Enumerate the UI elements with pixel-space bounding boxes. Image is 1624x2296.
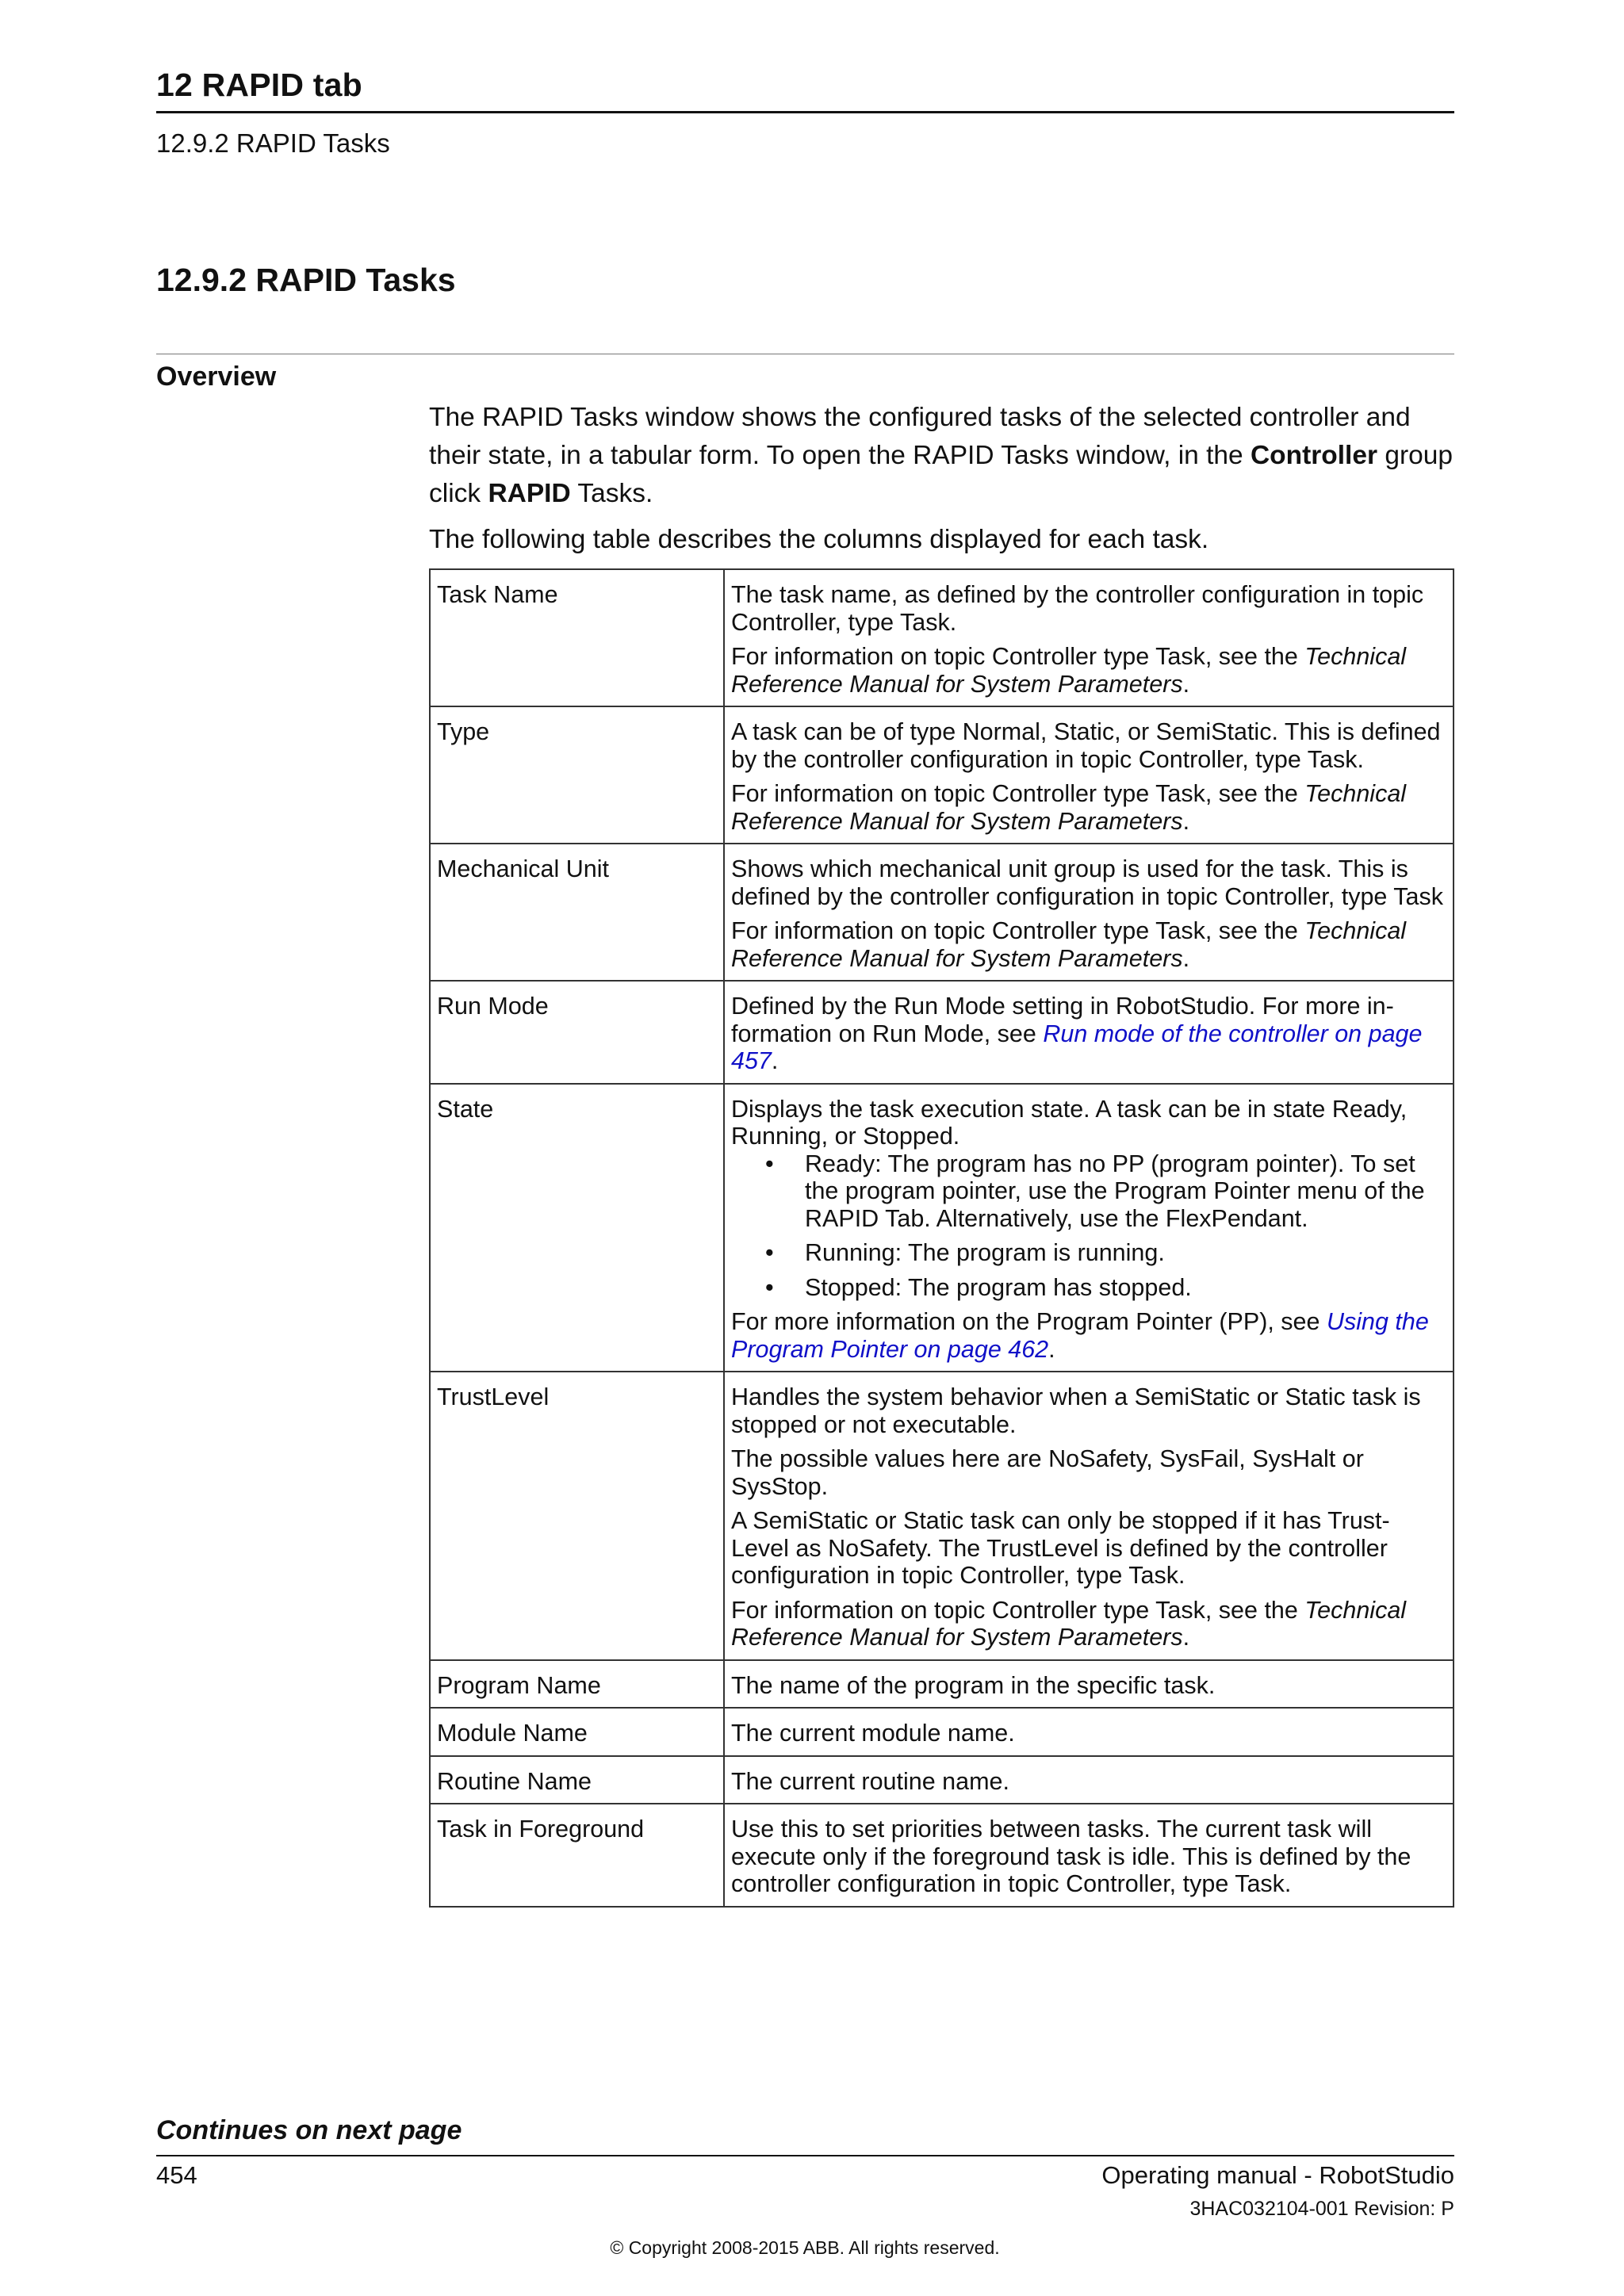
column-name-cell: State bbox=[430, 1084, 724, 1372]
mechanical-unit-reference bbox=[731, 917, 1446, 972]
page-number: 454 bbox=[156, 2161, 197, 2189]
state-bullet-list bbox=[731, 1150, 1446, 1302]
trust-level-desc-2: The possible values here are NoSafety, SysFail, SysHalt or SysStop. bbox=[731, 1445, 1364, 1500]
intro-p1-start: The RAPID Tasks window shows the configured tasks of the selected controller and their state, in a tabular form. To open the RAPID Tasks window, in the bbox=[429, 403, 1411, 470]
column-desc-cell bbox=[724, 1084, 1454, 1372]
state-more-start: For more information on the Program Pointer (PP), see bbox=[731, 1308, 1327, 1335]
reference-manual-title: Technical Reference Manual for System Parameters bbox=[731, 780, 1407, 835]
table-row-program-name bbox=[430, 1660, 1454, 1709]
column-desc-cell bbox=[724, 1372, 1454, 1660]
intro-paragraph-1 bbox=[429, 399, 1460, 513]
column-name-cell: Task in Foreground bbox=[430, 1804, 724, 1907]
state-bullet-stopped: • Stopped: The program has stopped. bbox=[805, 1274, 1446, 1302]
column-name-cell: Module Name bbox=[430, 1708, 724, 1756]
document-id: 3HAC032104-001 Revision: P bbox=[1189, 2198, 1454, 2220]
table-row-module-name bbox=[430, 1708, 1454, 1756]
chapter-rule bbox=[156, 111, 1454, 113]
intro-p1-bold-controller: Controller bbox=[1250, 441, 1378, 470]
column-name-cell: Type bbox=[430, 706, 724, 844]
run-mode-desc-end: . bbox=[771, 1047, 779, 1074]
table-row-type bbox=[430, 706, 1454, 844]
reference-start: For information on topic Controller type Task, see the bbox=[731, 780, 1305, 807]
intro-p1-mid: group click bbox=[429, 441, 1454, 508]
table-row-task-in-foreground bbox=[430, 1804, 1454, 1907]
intro-p1-end: Tasks. bbox=[570, 479, 653, 508]
state-bullet-running: • Running: The program is running. bbox=[805, 1239, 1446, 1267]
state-desc: Displays the task execution state. A task can be in state Ready, Running, or Stopped. bbox=[731, 1095, 1408, 1150]
state-more-info bbox=[731, 1308, 1446, 1363]
column-desc-cell bbox=[724, 844, 1454, 981]
state-bullet-ready: • Ready: The program has no PP (program pointer). To set the program pointer, use the Program Pointer menu of the RAPID Tab. Alternatively, use the FlexPendant. bbox=[805, 1150, 1446, 1233]
continues-on-next-page: Continues on next page bbox=[156, 2115, 462, 2145]
trust-level-desc-1: Handles the system behavior when a SemiStatic or Static task is stopped or not executable. bbox=[731, 1383, 1421, 1438]
manual-title: Operating manual - RobotStudio bbox=[1101, 2161, 1454, 2189]
task-name-reference bbox=[731, 643, 1446, 698]
column-desc-cell: Use this to set priorities between tasks. The current task will execute only if the foreground task is idle. This is defined by the controller configuration in topic Controller, type Task. bbox=[724, 1804, 1454, 1907]
column-desc-cell: The name of the program in the specific task. bbox=[724, 1660, 1454, 1709]
column-desc-cell bbox=[724, 981, 1454, 1084]
reference-manual-title: Technical Reference Manual for System Parameters bbox=[731, 643, 1407, 698]
reference-end: . bbox=[1182, 807, 1190, 835]
overview-label: Overview bbox=[156, 362, 277, 392]
mechanical-unit-desc: Shows which mechanical unit group is used for the task. This is defined by the controller configuration in topic Controller, type Task bbox=[731, 855, 1444, 910]
reference-end: . bbox=[1182, 1624, 1190, 1651]
copyright-notice: © Copyright 2008-2015 ABB. All rights reserved. bbox=[610, 2237, 1000, 2258]
table-row-task-name bbox=[430, 569, 1454, 706]
run-mode-desc bbox=[731, 993, 1446, 1075]
trust-level-desc-3: A SemiStatic or Static task can only be stopped if it has Trust-Level as NoSafety. The TrustLevel is defined by the controller configuration in topic Controller, type Task. bbox=[731, 1507, 1390, 1589]
table-row-state bbox=[430, 1084, 1454, 1372]
table-row-mechanical-unit bbox=[430, 844, 1454, 981]
column-name-cell: Routine Name bbox=[430, 1756, 724, 1804]
column-name-cell: Mechanical Unit bbox=[430, 844, 724, 981]
task-columns-table bbox=[429, 568, 1454, 1908]
reference-start: For information on topic Controller type Task, see the bbox=[731, 917, 1305, 944]
footer-rule bbox=[156, 2155, 1454, 2156]
column-desc-cell: The current module name. bbox=[724, 1708, 1454, 1756]
state-more-end: . bbox=[1048, 1335, 1055, 1363]
column-name-cell: Program Name bbox=[430, 1660, 724, 1709]
trust-level-reference bbox=[731, 1597, 1446, 1651]
type-desc: A task can be of type Normal, Static, or SemiStatic. This is defined by the controller configuration in topic Controller, type Task. bbox=[731, 718, 1441, 773]
reference-start: For information on topic Controller type Task, see the bbox=[731, 1596, 1305, 1624]
section-heading: 12.9.2 RAPID Tasks bbox=[156, 262, 456, 298]
program-pointer-link[interactable]: Using the Program Pointer on page 462 bbox=[731, 1308, 1429, 1363]
task-name-desc: The task name, as defined by the controller configuration in topic Controller, type Task. bbox=[731, 581, 1424, 636]
run-mode-desc-start: Defined by the Run Mode setting in RobotStudio. For more in-formation on Run Mode, see bbox=[731, 993, 1394, 1047]
intro-p1-bold-rapid: RAPID bbox=[488, 479, 571, 508]
reference-manual-title: Technical Reference Manual for System Parameters bbox=[731, 1596, 1407, 1651]
column-desc-cell: The current routine name. bbox=[724, 1756, 1454, 1804]
running-head: 12.9.2 RAPID Tasks bbox=[156, 128, 390, 158]
column-desc-cell bbox=[724, 569, 1454, 706]
reference-start: For information on topic Controller type Task, see the bbox=[731, 643, 1305, 670]
run-mode-link[interactable]: Run mode of the controller on page 457 bbox=[731, 1020, 1423, 1074]
column-name-cell: Run Mode bbox=[430, 981, 724, 1084]
type-reference bbox=[731, 780, 1446, 835]
intro-paragraph-2: The following table describes the columns displayed for each task. bbox=[429, 525, 1209, 554]
column-name-cell: TrustLevel bbox=[430, 1372, 724, 1660]
column-desc-cell bbox=[724, 706, 1454, 844]
reference-manual-title: Technical Reference Manual for System Parameters bbox=[731, 917, 1407, 972]
intro-text bbox=[429, 399, 1460, 559]
reference-end: . bbox=[1182, 670, 1190, 698]
table-row-run-mode bbox=[430, 981, 1454, 1084]
reference-end: . bbox=[1182, 944, 1190, 972]
table-row-routine-name bbox=[430, 1756, 1454, 1804]
table-row-trust-level bbox=[430, 1372, 1454, 1660]
column-name-cell: Task Name bbox=[430, 569, 724, 706]
chapter-title: 12 RAPID tab bbox=[156, 67, 362, 103]
